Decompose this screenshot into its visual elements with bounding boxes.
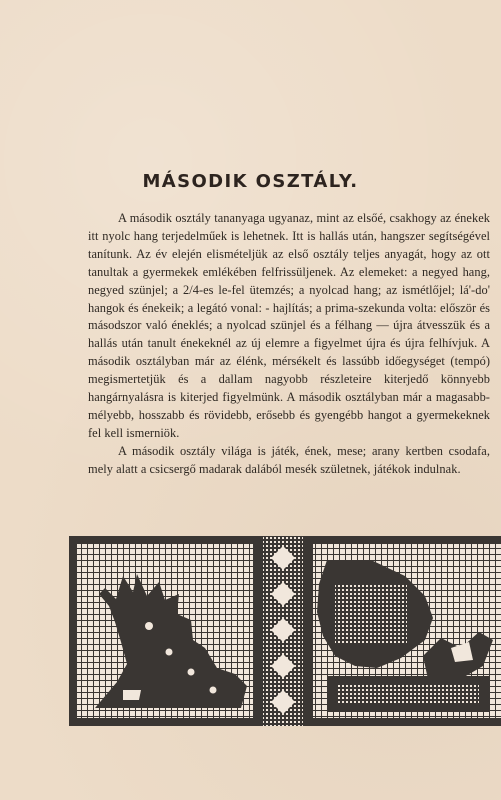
page-title: MÁSODIK OSZTÁLY.: [142, 171, 359, 192]
body-text: [88, 210, 490, 479]
paragraph-1: A második osztály tananyaga ugyanaz, mint az elsőé, csakhogy az énekek itt nyolc hang terjedelműek is lehetnek. Itt is hallás után, hangszer segítségével tanítunk. Az év elején elismételjük az első osztály teljes anyagát, hogy az ott tanultak a gyermekek emlékében felfrissüljenek. Az elemeket: a negyed hang, negyed szünjel; a 2/4-es le-fel ütemzés; a nyolcad hang; az ismétlőjel; lá'-do' hangok és énekeik; a legátó vonal: - hajlítás; a prima-szekunda volta: először és másodszor való éneklés; a nyolcad szünjel és a félhang — újra átvesszük és a hallás után tanult énekeknél az új elemre a figyelmet újra és újra felhívjuk. A második osztályban már az élénk, mérsékelt és lassúbb időegységet (tempó) megismertetjük és a dallam nagyobb részleteire kiterjedő könnyebb hangárnyalásra is kiterjed figyelmünk. A második osztályban már a magasabb-mélyebb, hosszabb és rövidebb, erősebb és gyengébb hangot a gyermekeknek fel kell ismerniök.: [88, 211, 490, 440]
paragraph-2: A második osztály világa is játék, ének, mese; arany kertben csodafa, mely alatt a csicsergő madarak dalából mesék születnek, játékok indulnak.: [88, 443, 490, 476]
embroidery-ornament-icon: [69, 536, 501, 726]
